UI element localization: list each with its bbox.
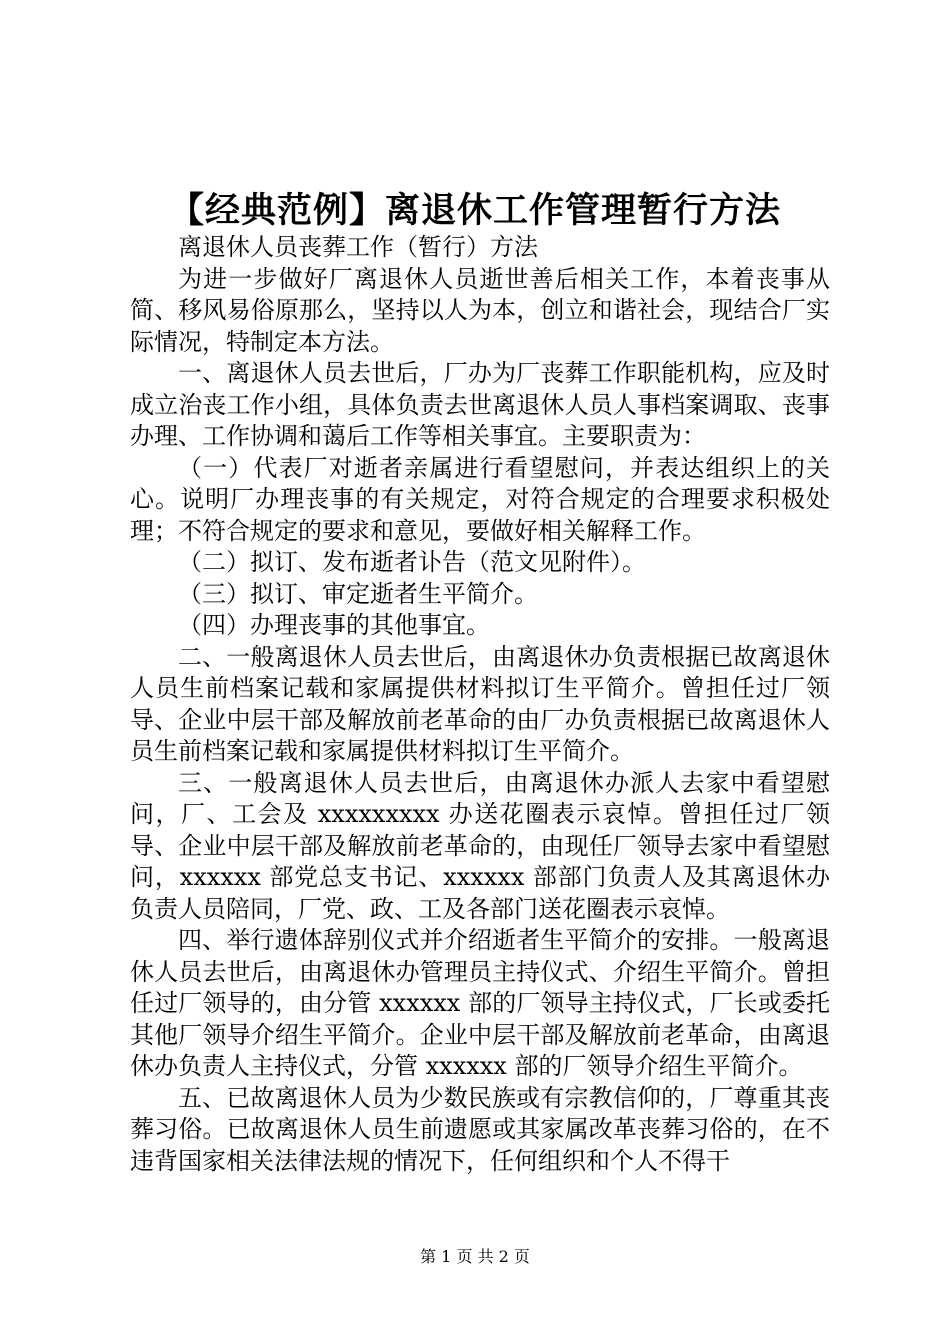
paragraph-duty-1: （一）代表厂对逝者亲属进行看望慰问，并表达组织上的关心。说明厂办理丧事的有关规定，对符合规定的合理要求积极处理；不符合规定的要求和意见，要做好相关解释工作。 bbox=[130, 453, 830, 545]
document-title: 【经典范例】离退休工作管理暂行方法 bbox=[168, 190, 781, 231]
paragraph-duty-2: （二）拟订、发布逝者讣告（范文见附件）。 bbox=[178, 548, 646, 576]
paragraph-duty-4: （四）办理丧事的其他事宜。 bbox=[178, 611, 490, 639]
paragraph-section-2: 二、一般离退休人员去世后，由离退休办负责根据已故离退休人员生前档案记载和家属提供材料拟订生平简介。曾担任过厂领导、企业中层干部及解放前老革命的由厂办负责根据已故离退休人员生前档案记载和家属提供材料拟订生平简介。 bbox=[130, 642, 830, 765]
paragraph-intro: 为进一步做好厂离退休人员逝世善后相关工作，本着丧事从简、移风易俗原那么，坚持以人为本，创立和谐社会，现结合厂实际情况，特制定本方法。 bbox=[130, 264, 830, 356]
paragraph-section-1: 一、离退休人员去世后，厂办为厂丧葬工作职能机构，应及时成立治丧工作小组，具体负责去世离退休人员人事档案调取、丧事办理、工作协调和蔼后工作等相关事宜。主要职责为： bbox=[130, 359, 830, 450]
paragraph-duty-3: （三）拟订、审定逝者生平简介。 bbox=[178, 579, 538, 608]
document-body bbox=[130, 232, 830, 1177]
paragraph-section-5: 五、已故离退休人员为少数民族或有宗教信仰的，厂尊重其丧葬习俗。已故离退休人员生前遗愿或其家属改革丧葬习俗的，在不违背国家相关法律法规的情况下，任何组织和个人不得干 bbox=[130, 1083, 830, 1175]
paragraph-section-3: 三、一般离退休人员去世后，由离退休办派人去家中看望慰问，厂、工会及 xxxxxxxxx 办送花圈表示哀悼。曾担任过厂领导、企业中层干部及解放前老革命的，由现任厂领导去家中看望慰问，xxxxxx 部党总支书记、xxxxxx 部部门负责人及其离退休办负责人员陪同，厂党、政、工及各部门送花圈表示哀悼。 bbox=[130, 768, 830, 923]
paragraph-subtitle: 离退休人员丧葬工作（暂行）方法 bbox=[178, 233, 538, 261]
paragraph-section-4: 四、举行遗体辞别仪式并介绍逝者生平简介的安排。一般离退休人员去世后，由离退休办管理员主持仪式、介绍生平简介。曾担任过厂领导的，由分管 xxxxxx 部的厂领导主持仪式，厂长或委托其他厂领导介绍生平简介。企业中层干部及解放前老革命，由离退休办负责人主持仪式，分管 xxxxxx 部的厂领导介绍生平简介。 bbox=[130, 926, 830, 1080]
page-number: 第 1 页 共 2 页 bbox=[420, 1247, 530, 1266]
